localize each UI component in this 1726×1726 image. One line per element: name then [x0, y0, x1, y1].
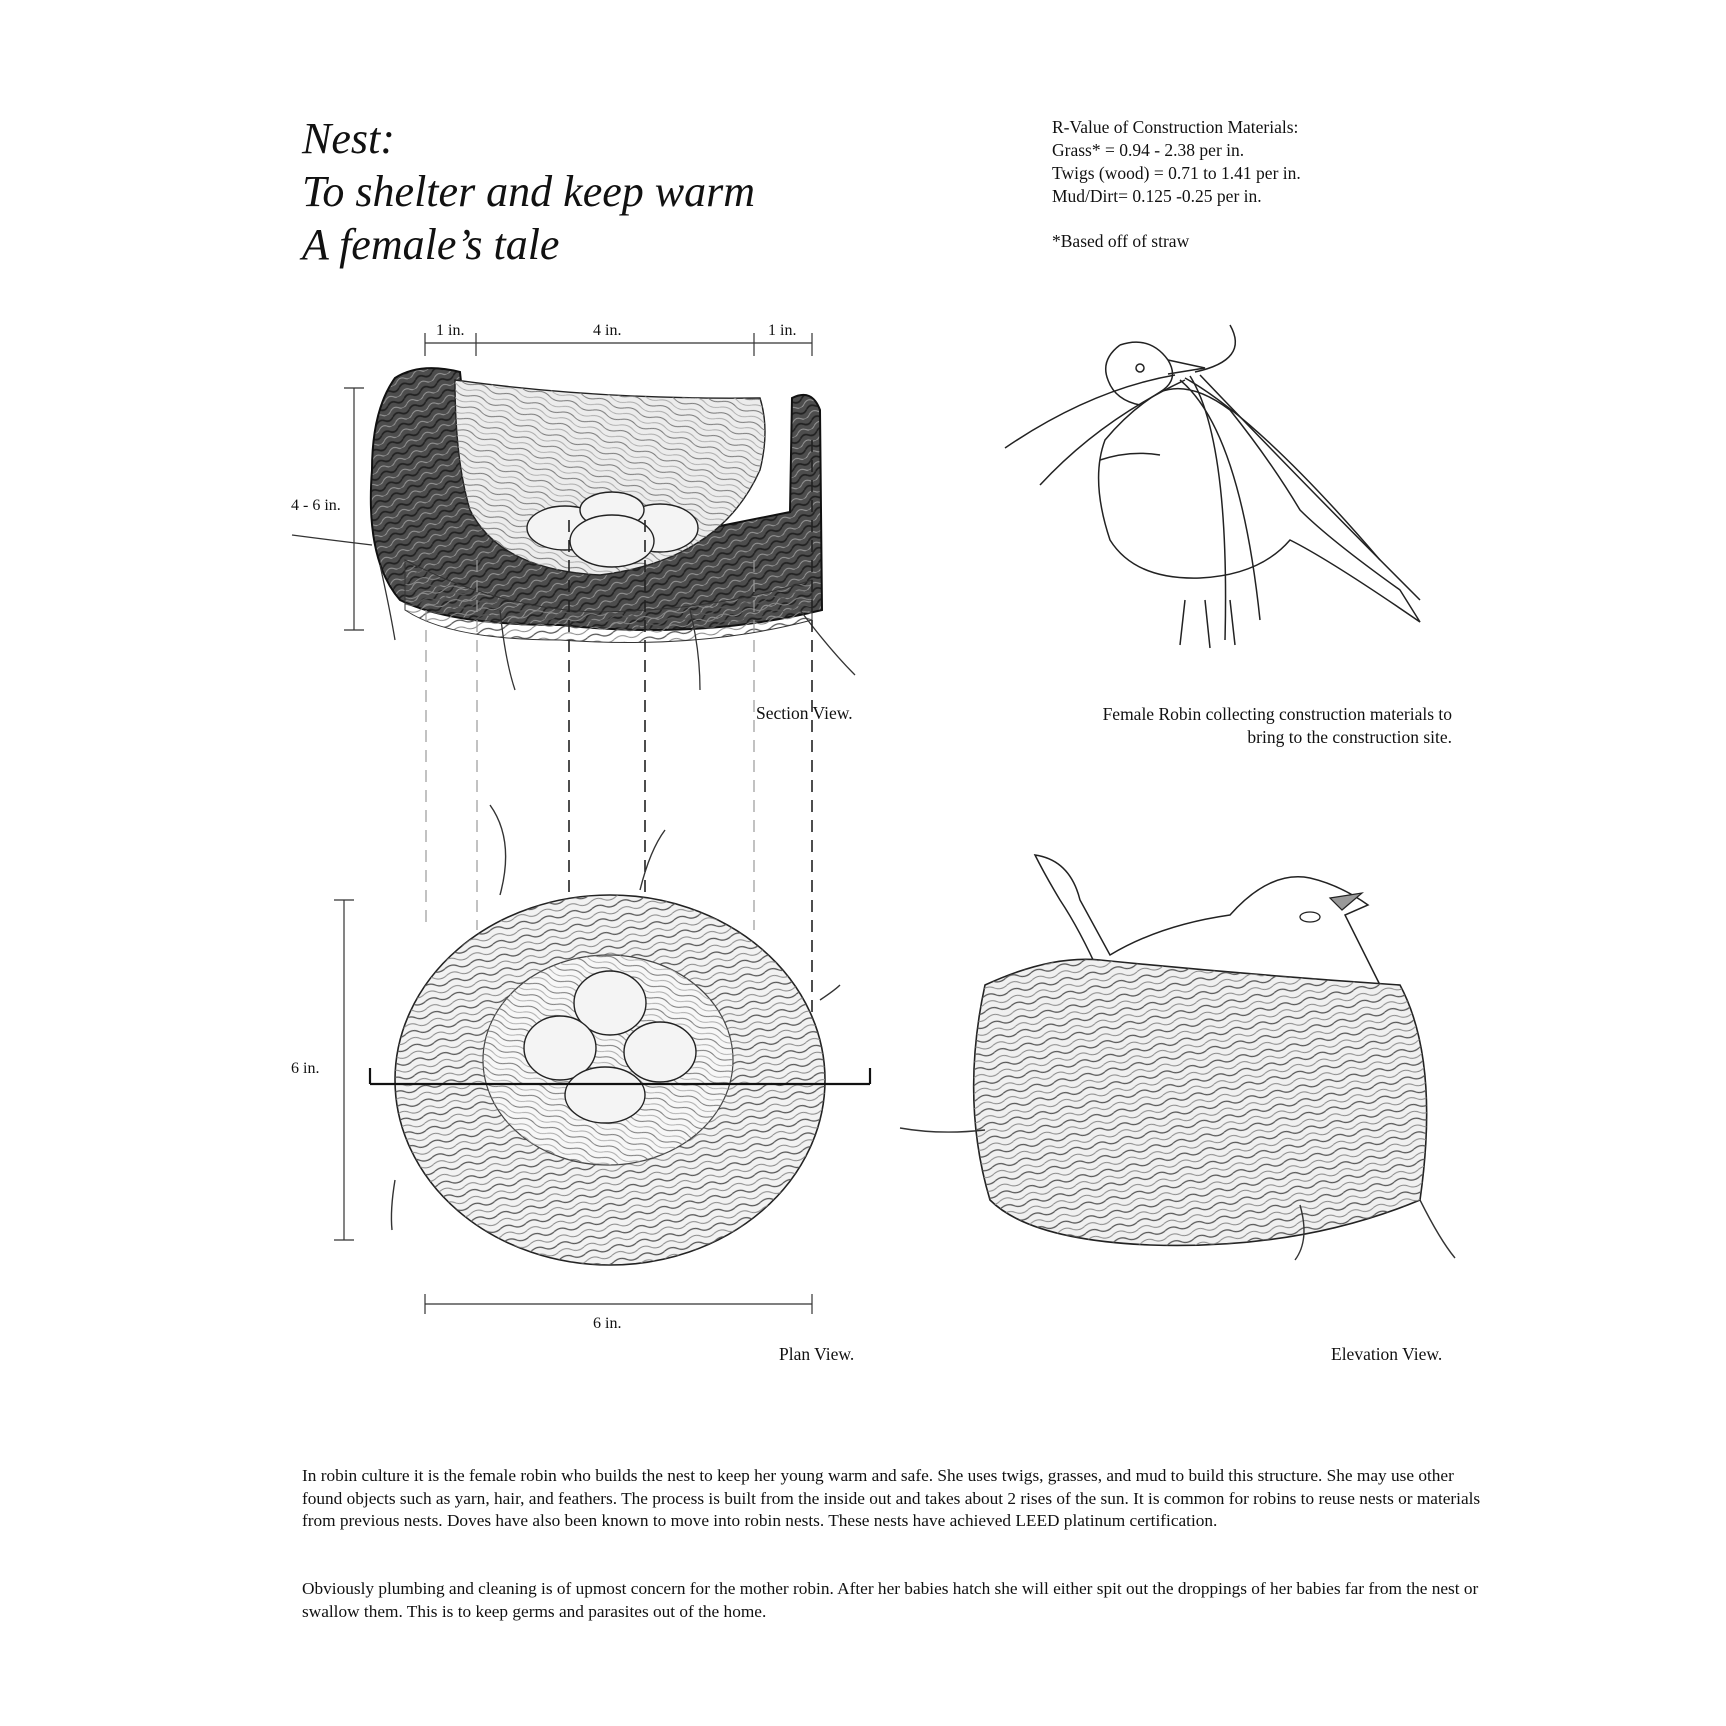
robin-collecting-illustration: [1005, 325, 1420, 648]
section-dim-right-rim: 1 in.: [768, 322, 797, 339]
section-view-nest: [292, 333, 855, 690]
r-value-heading: R-Value of Construction Materials:: [1052, 117, 1299, 137]
plan-height-dimension: [334, 900, 354, 1240]
section-dim-height: 4 - 6 in.: [291, 497, 341, 514]
r-value-mud: Mud/Dirt= 0.125 -0.25 per in.: [1052, 186, 1262, 206]
r-value-footnote: *Based off of straw: [1052, 231, 1190, 251]
r-value-grass: Grass* = 0.94 - 2.38 per in.: [1052, 140, 1245, 160]
title-line-3: A female’s tale: [302, 220, 560, 269]
robin-collecting-caption: [1103, 703, 1452, 749]
plan-dim-width: 6 in.: [593, 1315, 622, 1332]
section-dim-left-rim: 1 in.: [436, 322, 465, 339]
body-paragraph-1: In robin culture it is the female robin who builds the nest to keep her young warm and safe. She uses twigs, grasses, and mud to build this structure. She may use other found objects such as yarn, hair, and feathers. The process is built from the inside out and takes about 2 rises of the sun. It is common for robins to reuse nests or materials from previous nests. Doves have also been known to move into robin nests. These nests have achieved LEED platinum certification.: [302, 1466, 1481, 1530]
elevation-view-illustration: [900, 855, 1455, 1260]
robin-caption-line-2: bring to the construction site.: [1247, 727, 1452, 747]
plan-dim-height: 6 in.: [291, 1060, 320, 1077]
elevation-view-caption: Elevation View.: [1331, 1344, 1443, 1364]
body-paragraph-2: Obviously plumbing and cleaning is of upmost concern for the mother robin. After her babies hatch she will either spit out the droppings of her babies far from the nest or swallow them. This is to keep germs and parasites out of the home.: [302, 1579, 1479, 1621]
title-line-1: Nest:: [302, 114, 395, 163]
plan-width-dimension: [425, 1294, 812, 1314]
robin-caption-line-1: Female Robin collecting construction materials to: [1102, 704, 1452, 724]
title-line-2: To shelter and keep warm: [302, 167, 756, 216]
section-dim-cup: 4 in.: [593, 322, 622, 339]
section-view-caption: Section View.: [756, 703, 853, 723]
section-height-dimension: [344, 388, 364, 630]
plan-view-caption: Plan View.: [779, 1344, 855, 1364]
plan-view-nest: [334, 805, 870, 1314]
r-value-twigs: Twigs (wood) = 0.71 to 1.41 per in.: [1052, 163, 1301, 183]
